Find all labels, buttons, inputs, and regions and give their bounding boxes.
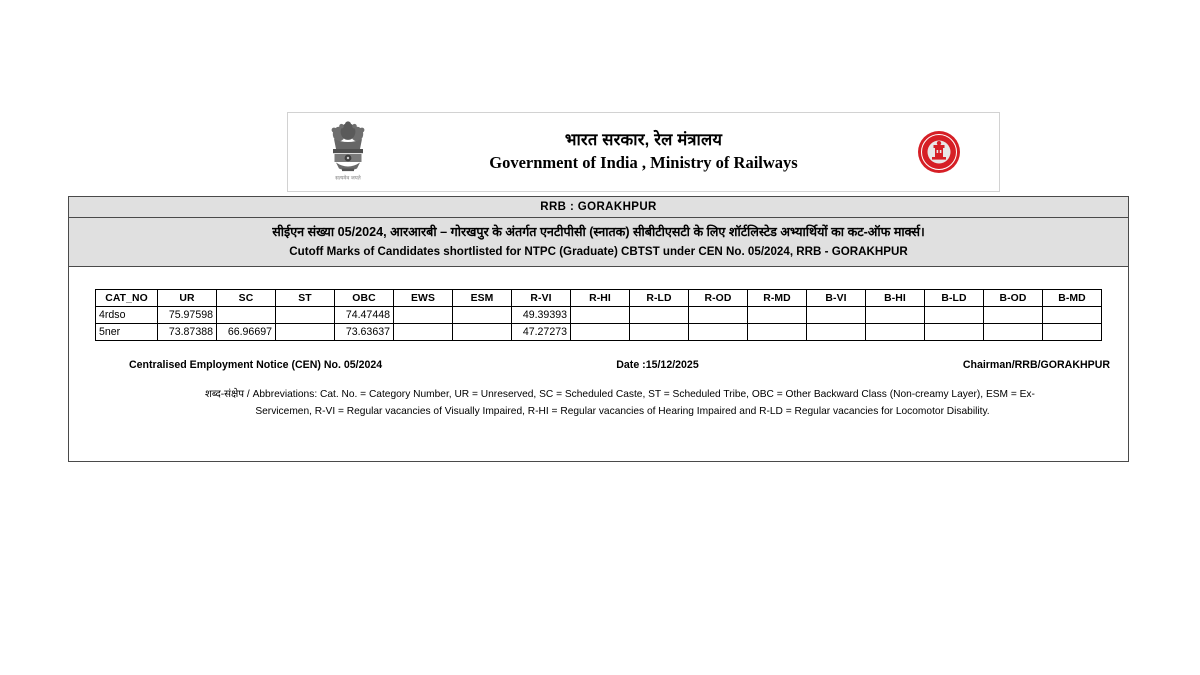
table-column-header-sc: SC <box>217 290 276 307</box>
table-cell-b-md <box>1043 307 1102 324</box>
table-cell-b-ld <box>925 324 984 341</box>
rrb-zone-band: RRB : GORAKHPUR <box>69 197 1128 218</box>
abbreviations-line-2: Servicemen, R-VI = Regular vacancies of Visually Impaired, R-HI = Regular vacancies of Hearing Impaired and R-LD = Regular vacancies for Locomotor Disability. <box>255 405 990 417</box>
table-row <box>96 307 1102 324</box>
table-row <box>96 324 1102 341</box>
table-column-header-esm: ESM <box>453 290 512 307</box>
header-title-hindi: भारत सरकार, रेल मंत्रालय <box>564 131 723 150</box>
header-title-english: Government of India , Ministry of Railways <box>489 153 798 172</box>
table-cell-b-vi <box>807 307 866 324</box>
table-column-header-b-md: B-MD <box>1043 290 1102 307</box>
table-column-header-st: ST <box>276 290 335 307</box>
ashoka-lion-capital-icon <box>288 121 408 183</box>
header-title-block <box>408 130 879 173</box>
table-cell-b-od <box>984 307 1043 324</box>
table-column-header-r-vi: R-VI <box>512 290 571 307</box>
table-cell-obc: 74.47448 <box>335 307 394 324</box>
cutoff-table-container <box>69 267 1128 341</box>
table-cell-r-ld <box>630 324 689 341</box>
table-column-header-r-ld: R-LD <box>630 290 689 307</box>
table-cell-b-md <box>1043 324 1102 341</box>
table-cell-r-vi: 47.27273 <box>512 324 571 341</box>
cutoff-marks-table <box>95 289 1102 341</box>
table-cell-ews <box>394 324 453 341</box>
table-cell-ur: 75.97598 <box>158 307 217 324</box>
notice-title-hindi: सीईएन संख्या 05/2024, आरआरबी – गोरखपुर के अंतर्गत एनटीपीसी (स्नातक) सीबीटीएसटी के लिए शॉर्टलिस्टेड अभ्यार्थियों का कट-ऑफ मार्क्स। <box>272 225 925 239</box>
abbreviations-line-1: शब्द-संक्षेप / Abbreviations: Cat. No. = Category Number, UR = Unreserved, SC = Scheduled Caste, ST = Scheduled Tribe, OBC = Other Backward Class (Non-creamy Layer), ESM = Ex- <box>205 389 1035 401</box>
signature-row <box>69 341 1128 371</box>
table-cell-cat-no: 4rdso <box>96 307 158 324</box>
table-cell-r-md <box>748 307 807 324</box>
table-column-header-cat-no: CAT_NO <box>96 290 158 307</box>
table-column-header-ews: EWS <box>394 290 453 307</box>
table-cell-b-vi <box>807 324 866 341</box>
table-cell-obc: 73.63637 <box>335 324 394 341</box>
table-cell-r-hi <box>571 307 630 324</box>
table-cell-r-od <box>689 307 748 324</box>
emblem-motto-text: सत्यमेव जयते <box>335 175 361 182</box>
table-column-header-ur: UR <box>158 290 217 307</box>
table-column-header-r-md: R-MD <box>748 290 807 307</box>
table-cell-sc <box>217 307 276 324</box>
table-cell-sc: 66.96697 <box>217 324 276 341</box>
table-cell-r-od <box>689 324 748 341</box>
table-cell-b-ld <box>925 307 984 324</box>
notice-title-english: Cutoff Marks of Candidates shortlisted for NTPC (Graduate) CBTST under CEN No. 05/2024, RRB - GORAKHPUR <box>289 245 908 258</box>
table-column-header-obc: OBC <box>335 290 394 307</box>
notice-title-band <box>69 218 1128 267</box>
table-cell-st <box>276 324 335 341</box>
table-column-header-b-vi: B-VI <box>807 290 866 307</box>
table-column-header-r-hi: R-HI <box>571 290 630 307</box>
cen-notice-label: Centralised Employment Notice (CEN) No. 05/2024 <box>129 359 383 372</box>
table-cell-b-od <box>984 324 1043 341</box>
document-frame <box>68 196 1129 462</box>
table-cell-r-hi <box>571 324 630 341</box>
table-column-header-b-hi: B-HI <box>866 290 925 307</box>
abbreviations-note <box>69 371 1128 421</box>
table-cell-r-ld <box>630 307 689 324</box>
chairman-label: Chairman/RRB/GORAKHPUR <box>962 359 1110 372</box>
table-cell-b-hi <box>866 324 925 341</box>
table-header-row <box>96 290 1102 307</box>
table-cell-esm <box>453 324 512 341</box>
table-cell-ews <box>394 307 453 324</box>
table-cell-st <box>276 307 335 324</box>
table-column-header-b-ld: B-LD <box>925 290 984 307</box>
table-cell-r-md <box>748 324 807 341</box>
table-cell-b-hi <box>866 307 925 324</box>
header-banner <box>287 112 1000 192</box>
table-cell-ur: 73.87388 <box>158 324 217 341</box>
rrb-railways-seal-icon <box>879 130 999 174</box>
notice-date: Date :15/12/2025 <box>616 359 699 372</box>
table-cell-esm <box>453 307 512 324</box>
table-cell-cat-no: 5ner <box>96 324 158 341</box>
table-column-header-b-od: B-OD <box>984 290 1043 307</box>
table-column-header-r-od: R-OD <box>689 290 748 307</box>
table-cell-r-vi: 49.39393 <box>512 307 571 324</box>
